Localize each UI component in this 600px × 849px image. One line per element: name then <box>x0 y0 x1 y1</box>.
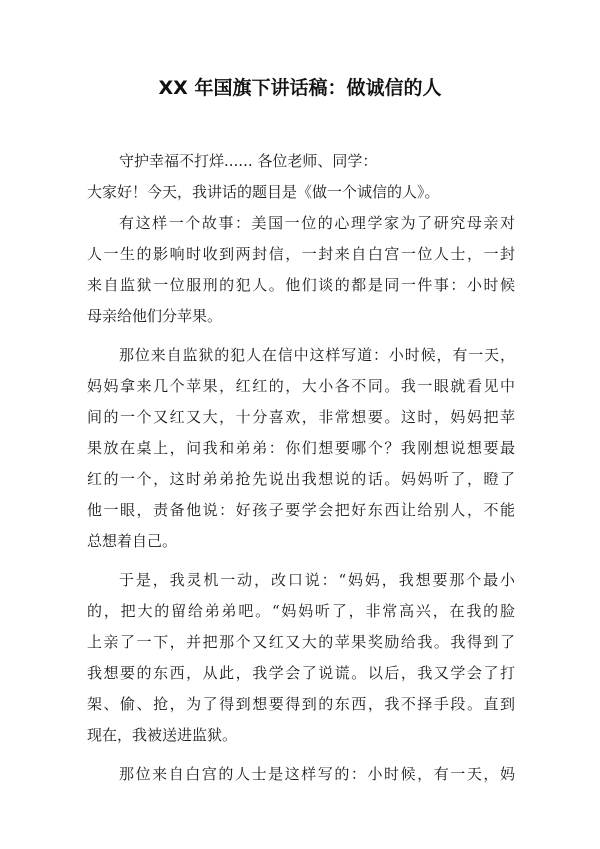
paragraph-line: 他一眼，责备他说：好孩子要学会把好东西让给别人，不能 <box>87 501 515 519</box>
paragraph-line: 来自监狱一位服刑的犯人。他们谈的都是同一件事：小时候 <box>87 276 515 294</box>
paragraph-line: 有这样一个故事：美国一位的心理学家为了研究母亲对 <box>119 214 515 232</box>
paragraph-line: 果放在桌上，问我和弟弟：你们想要哪个？我刚想说想要最 <box>87 439 515 457</box>
paragraph-spacer <box>87 332 515 340</box>
paragraph-line: 红的一个，这时弟弟抢先说出我想说的话。妈妈听了，瞪了 <box>87 470 515 488</box>
paragraph-line: 架、偷、抢，为了得到想要得到的东西，我不择手段。直到 <box>87 695 515 713</box>
greeting-line: 守护幸福不打烊...... 各位老师、同学： <box>119 152 378 170</box>
paragraph-line: 的，把大的留给弟弟吧。“妈妈听了，非常高兴，在我的脸 <box>87 602 515 620</box>
paragraph-spacer <box>87 751 515 759</box>
paragraph-line: 那位来自监狱的犯人在信中这样写道：小时候，有一天， <box>119 346 515 364</box>
paragraph-line: 总想着自己。 <box>87 532 178 550</box>
document-body <box>87 146 515 790</box>
paragraph-line: 我想要的东西，从此，我学会了说谎。以后，我又学会了打 <box>87 664 515 682</box>
paragraph-line: 现在，我被送进监狱。 <box>87 726 238 744</box>
paragraph-line: 上亲了一下，并把那个又红又大的苹果奖励给我。我得到了 <box>87 633 515 651</box>
paragraph-spacer <box>87 557 515 565</box>
opening-line: 大家好！今天，我讲话的题目是《做一个诚信的人》。 <box>87 183 440 201</box>
paragraph-line: 于是，我灵机一动，改口说：“妈妈，我想要那个最小 <box>119 571 515 589</box>
document-title: XX 年国旗下讲话稿：做诚信的人 <box>158 77 442 99</box>
paragraph-line: 那位来自白宫的人士是这样写的：小时候，有一天，妈 <box>119 765 515 783</box>
paragraph-line: 母亲给他们分苹果。 <box>87 307 223 325</box>
paragraph-line: 间的一个又红又大，十分喜欢，非常想要。这时，妈妈把苹 <box>87 408 515 426</box>
paragraph-line: 妈妈拿来几个苹果，红红的，大小各不同。我一眼就看见中 <box>87 377 515 395</box>
paragraph-line: 人一生的影响时收到两封信，一封来自白宫一位人士，一封 <box>87 245 515 263</box>
